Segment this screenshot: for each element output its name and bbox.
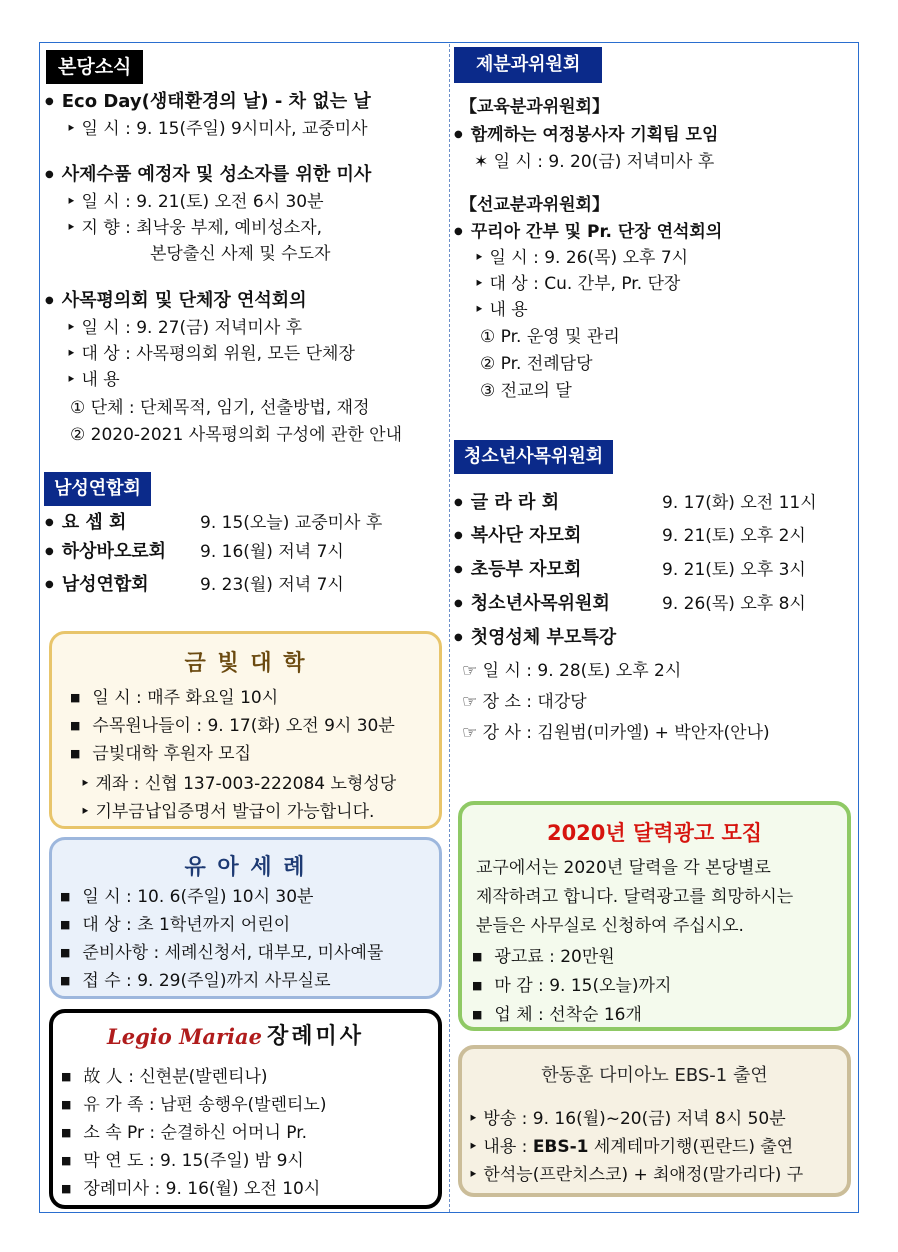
golden-item: ■ 금빛대학 후원자 모집 (70, 742, 251, 768)
first-communion-title: ● 첫영성체 부모특강 (454, 626, 616, 653)
youth-row-name: ● 글 라 라 회 (454, 491, 559, 518)
calendar-ad-text: 제작하려고 합니다. 달력광고를 희망하시는 (476, 887, 794, 907)
ebs-item: ‣ 방송 : 9. 16(월)~20(금) 저녁 8시 50분 (468, 1109, 786, 1129)
men-row-name: ● 남성연합회 (45, 573, 149, 600)
calendar-ad-title: 2020년 달력광고 모집 (546, 821, 763, 845)
youth-row-info: 9. 21(토) 오후 3시 (662, 560, 806, 580)
funeral-item: ■ 유 가 족 : 남편 송행우(발렌티노) (61, 1093, 326, 1119)
first-communion-item: ☞ 강 사 : 김원범(미카엘) + 박안자(안나) (462, 723, 770, 743)
council-item-2: ② 2020-2021 사목평의회 구성에 관한 안내 (70, 425, 402, 445)
golden-item: ■ 일 시 : 매주 화요일 10시 (70, 686, 278, 712)
men-row-name: ● 하상바오로회 (45, 540, 166, 567)
council-meeting-time: ‣ 일 시 : 9. 27(금) 저녁미사 후 (66, 318, 303, 338)
infant-item: ■ 준비사항 : 세례신청서, 대부모, 미사예물 (60, 941, 383, 967)
men-row-info: 9. 15(오늘) 교중미사 후 (200, 513, 383, 533)
men-row-name: ● 요 셉 회 (45, 511, 126, 538)
youth-row-name: ● 복사단 자모회 (454, 524, 581, 551)
education-time: ✶ 일 시 : 9. 20(금) 저녁미사 후 (474, 152, 715, 172)
golden-university-title: 금 빛 대 학 (184, 651, 307, 676)
calendar-ad-text: 분들은 사무실로 신청하여 주십시오. (476, 916, 744, 936)
golden-subitem: ‣ 기부금납입증명서 발급이 가능합니다. (80, 802, 375, 822)
calendar-ad-item: ■ 광고료 : 20만원 (472, 945, 615, 971)
mission-target: ‣ 대 상 : Cu. 간부, Pr. 단장 (474, 274, 681, 294)
calendar-ad-box (458, 801, 851, 1031)
ebs-item: ‣ 한석능(프란치스코) + 최애정(말가리다) 구 (468, 1165, 804, 1185)
youth-row-info: 9. 26(목) 오후 8시 (662, 594, 806, 614)
youth-row-info: 9. 21(토) 오후 2시 (662, 526, 806, 546)
men-association-header: 남성연합회 (44, 472, 151, 506)
golden-university-box (49, 631, 442, 829)
ebs-appearance-title: 한동훈 다미아노 EBS-1 출연 (541, 1065, 768, 1086)
funeral-item: ■ 막 연 도 : 9. 15(주일) 밤 9시 (61, 1149, 304, 1175)
golden-item: ■ 수목원나들이 : 9. 17(화) 오전 9시 30분 (70, 714, 395, 740)
legio-mariae-logo: Legio Mariae (107, 1024, 262, 1049)
mission-subitem: ② Pr. 전례담당 (480, 354, 593, 374)
funeral-item: ■ 장례미사 : 9. 16(월) 오전 10시 (61, 1177, 320, 1203)
first-communion-item: ☞ 일 시 : 9. 28(토) 오후 2시 (462, 661, 682, 681)
education-committee-title: 【교육분과위원회】 (460, 97, 609, 117)
funeral-mass-box (49, 1009, 442, 1209)
education-item: ● 함께하는 여정봉사자 기획팀 모임 (454, 123, 718, 150)
council-meeting-content: ‣ 내 용 (66, 370, 120, 390)
ordination-mass-title: ● 사제수품 예정자 및 성소자를 위한 미사 (45, 163, 371, 190)
funeral-mass-title: 장례미사 (267, 1024, 365, 1049)
infant-baptism-box (49, 837, 442, 999)
ordination-mass-time: ‣ 일 시 : 9. 21(토) 오전 6시 30분 (66, 192, 324, 212)
men-row-info: 9. 23(월) 저녁 7시 (200, 575, 344, 595)
council-meeting-target: ‣ 대 상 : 사목평의회 위원, 모든 단체장 (66, 344, 355, 364)
golden-subitem: ‣ 계좌 : 신협 137-003-222084 노형성당 (80, 774, 397, 794)
council-item-1: ① 단체 : 단체목적, 임기, 선출방법, 재정 (70, 398, 370, 418)
ebs-appearance-box (458, 1045, 851, 1197)
column-divider (449, 44, 450, 1212)
youth-committee-header: 청소년사목위원회 (454, 440, 613, 474)
youth-row-name: ● 초등부 자모회 (454, 558, 581, 585)
first-communion-item: ☞ 장 소 : 대강당 (462, 692, 587, 712)
eco-day-title: ● Eco Day(생태환경의 날) - 차 없는 날 (45, 90, 371, 117)
mission-subitem: ① Pr. 운영 및 관리 (480, 327, 620, 347)
calendar-ad-item: ■ 업 체 : 선착순 16개 (472, 1003, 642, 1029)
calendar-ad-text: 교구에서는 2020년 달력을 각 본당별로 (476, 858, 771, 878)
eco-day-time: ‣ 일 시 : 9. 15(주일) 9시미사, 교중미사 (66, 119, 368, 139)
council-meeting-title: ● 사목평의회 및 단체장 연석회의 (45, 289, 307, 316)
funeral-item: ■ 소 속 Pr : 순결하신 어머니 Pr. (61, 1121, 307, 1147)
ordination-mass-intent-cont: 본당출신 사제 및 수도자 (150, 244, 331, 264)
youth-row-name: ● 청소년사목위원회 (454, 592, 610, 619)
mission-committee-title: 【선교분과위원회】 (460, 195, 609, 215)
calendar-ad-item: ■ 마 감 : 9. 15(오늘)까지 (472, 974, 671, 1000)
infant-item: ■ 접 수 : 9. 29(주일)까지 사무실로 (60, 969, 331, 995)
mission-item: ● 꾸리아 간부 및 Pr. 단장 연석회의 (454, 220, 722, 247)
funeral-item: ■ 故 人 : 신현분(발렌티나) (61, 1065, 268, 1091)
youth-row-info: 9. 17(화) 오전 11시 (662, 493, 817, 513)
infant-baptism-title: 유 아 세 례 (184, 855, 307, 880)
mission-subitem: ③ 전교의 달 (480, 381, 572, 401)
ebs-item: ‣ 내용 : EBS-1 세계테마기행(핀란드) 출연 (468, 1137, 794, 1157)
infant-item: ■ 일 시 : 10. 6(주일) 10시 30분 (60, 885, 313, 911)
men-row-info: 9. 16(월) 저녁 7시 (200, 542, 344, 562)
infant-item: ■ 대 상 : 초 1학년까지 어린이 (60, 913, 290, 939)
ordination-mass-intent: ‣ 지 향 : 최낙웅 부제, 예비성소자, (66, 218, 323, 238)
committees-header: 제분과위원회 (454, 47, 602, 83)
parish-news-header: 본당소식 (46, 50, 143, 84)
mission-time: ‣ 일 시 : 9. 26(목) 오후 7시 (474, 248, 689, 268)
mission-content: ‣ 내 용 (474, 300, 528, 320)
